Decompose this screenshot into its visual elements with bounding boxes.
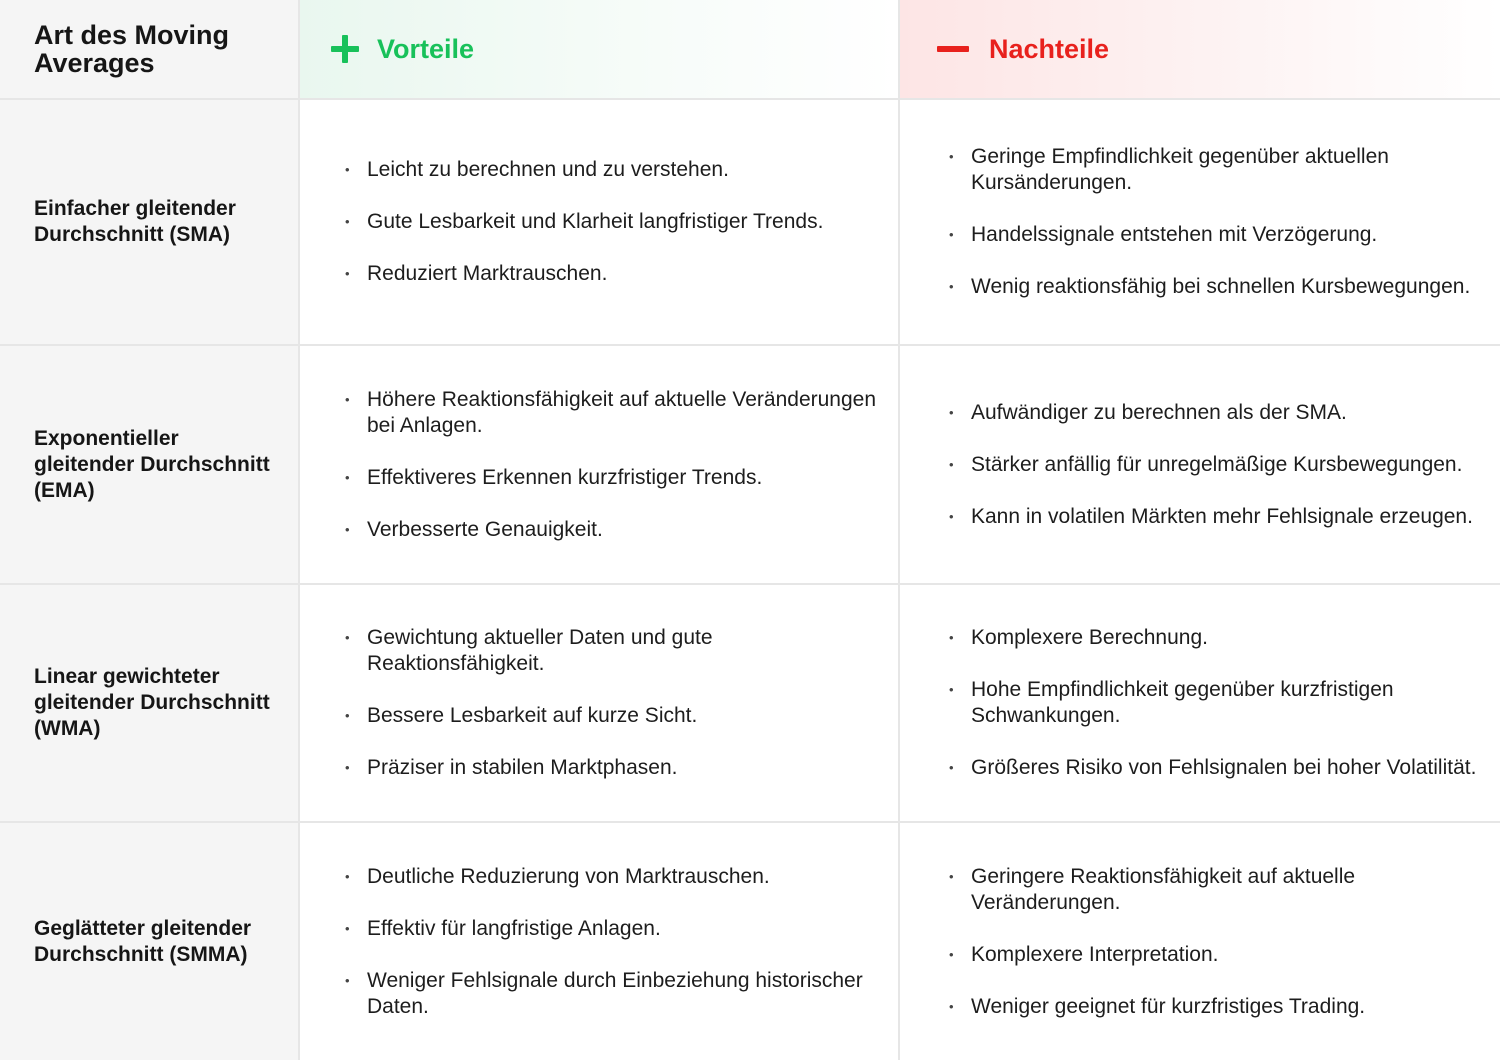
header-type-label: Art des Moving Averages [34,20,230,78]
con-item: • Weniger geeignet für kurzfristiges Trading. [949,994,1489,1020]
cons-cell [900,823,1500,1060]
con-item: • Wenig reaktionsfähig bei schnellen Kursbewegungen. [949,274,1489,300]
cons-cell [900,585,1500,823]
con-item: • Handelssignale entstehen mit Verzögerung. [949,222,1489,248]
row-type-cell [0,100,300,346]
pro-item: • Deutliche Reduzierung von Marktrauschen. [345,864,885,890]
header-pros-label: Vorteile [377,33,475,64]
plus-icon [331,35,359,63]
pro-item: • Effektiveres Erkennen kurzfristiger Trends. [345,465,885,491]
pros-list [345,864,885,1020]
pro-item: • Effektiv für langfristige Anlagen. [345,916,885,942]
pros-list [345,387,885,543]
cons-list [949,625,1489,781]
pro-item: • Leicht zu berechnen und zu verstehen. [345,157,885,183]
row-type-cell [0,823,300,1060]
pro-item: • Gewichtung aktueller Daten und gute Reaktionsfähigkeit. [345,625,885,677]
header-type-cell [0,0,300,100]
con-item: • Komplexere Interpretation. [949,942,1489,968]
minus-icon [937,46,969,52]
pros-cell [300,823,900,1060]
pro-item: • Verbesserte Genauigkeit. [345,517,885,543]
con-item: • Komplexere Berechnung. [949,625,1489,651]
pro-item: • Präziser in stabilen Marktphasen. [345,755,885,781]
row-type-cell [0,346,300,585]
pro-item: • Bessere Lesbarkeit auf kurze Sicht. [345,703,885,729]
cons-list [949,400,1489,530]
pro-item: • Höhere Reaktionsfähigkeit auf aktuelle Veränderungen bei Anlagen. [345,387,885,439]
cons-list [949,144,1489,300]
pros-cell [300,100,900,346]
ma-type-name: Linear gewichteter gleitender Durchschnitt (WMA) [34,665,270,740]
pro-item: • Reduziert Marktrauschen. [345,261,885,287]
pro-item: • Gute Lesbarkeit und Klarheit langfristiger Trends. [345,209,885,235]
cons-cell [900,100,1500,346]
cons-list [949,864,1489,1020]
ma-type-name: Geglätteter gleitender Durchschnitt (SMMA) [34,916,252,966]
ma-type-name: Einfacher gleitender Durchschnitt (SMA) [34,197,236,246]
pros-cell [300,585,900,823]
pros-list [345,625,885,781]
header-cons-label: Nachteile [989,33,1110,64]
ma-type-name: Exponentieller gleitender Durchschnitt (EMA) [34,426,270,502]
con-item: • Geringere Reaktionsfähigkeit auf aktuelle Veränderungen. [949,864,1489,916]
con-item: • Stärker anfällig für unregelmäßige Kursbewegungen. [949,452,1489,478]
pros-list [345,157,885,287]
header-pros-cell [300,0,900,100]
con-item: • Aufwändiger zu berechnen als der SMA. [949,400,1489,426]
pros-cell [300,346,900,585]
con-item: • Größeres Risiko von Fehlsignalen bei hoher Volatilität. [949,755,1489,781]
pro-item: • Weniger Fehlsignale durch Einbeziehung historischer Daten. [345,968,885,1020]
con-item: • Geringe Empfindlichkeit gegenüber aktuellen Kursänderungen. [949,144,1489,196]
header-cons-cell [900,0,1500,100]
con-item: • Kann in volatilen Märkten mehr Fehlsignale erzeugen. [949,504,1489,530]
cons-cell [900,346,1500,585]
row-type-cell [0,585,300,823]
con-item: • Hohe Empfindlichkeit gegenüber kurzfristigen Schwankungen. [949,677,1489,729]
